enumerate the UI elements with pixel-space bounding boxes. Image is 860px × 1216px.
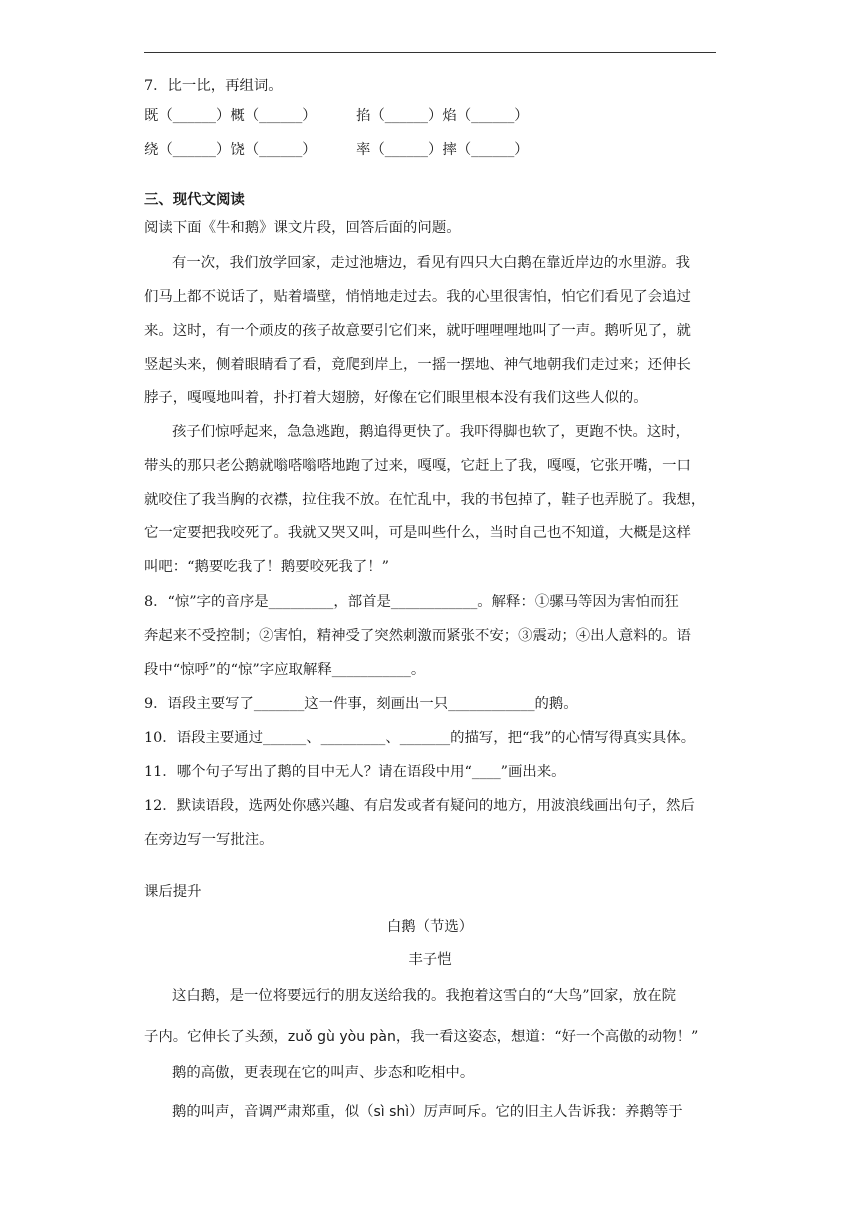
- passage-line: 来。这时，有一个顽皮的孩子故意要引它们来，就吁哩哩哩地叫了一声。鹅听见了，就: [144, 323, 691, 339]
- article-text: ，我一看这姿态，想道：“好一个高傲的动物！”: [395, 1029, 699, 1045]
- passage-line: 竖起头来，侧着眼睛看了看，竟爬到岸上，一摇一摆地、神气地朝我们走过来；还伸长: [144, 357, 691, 373]
- question-line: 9．语段主要写了_______这一件事，刻画出一只____________的鹅。: [144, 696, 578, 712]
- article-title: 白鹅（节选）: [386, 919, 474, 935]
- question-line: 奔起来不受控制；②害怕，精神受了突然刺激而紧张不安；③震动；④出人意料的。语: [144, 628, 691, 644]
- passage-line: 就咬住了我当胸的衣襟，拉住我不放。在忙乱中，我的书包掉了，鞋子也弄脱了。我想，: [144, 492, 706, 508]
- q7-row1-left: 既（______）概（______）: [144, 108, 317, 124]
- passage-line: 有一次，我们放学回家，走过池塘边，看见有四只大白鹅在靠近岸边的水里游。我: [172, 255, 691, 271]
- article-text: 鹅的叫声，音调严肃郑重，似（: [172, 1104, 374, 1120]
- pinyin-blank: zuǒ gù yòu pàn: [287, 1029, 396, 1045]
- question-line: 8．“惊”字的音序是_________，部首是____________。解释：①骡马等因为害怕而狂: [144, 594, 679, 610]
- question-line: 12．默读语段，选两处你感兴趣、有启发或者有疑问的地方，用波浪线画出句子，然后: [144, 798, 695, 814]
- passage-line: 脖子，嘎嘎地叫着，扑打着大翅膀，好像在它们眼里根本没有我们这些人似的。: [144, 390, 648, 406]
- article-line: 鹅的高傲，更表现在它的叫声、步态和吃相中。: [172, 1065, 475, 1081]
- question-line: 10．语段主要通过______、_________、_______的描写，把“我”的心情写得真实具体。: [144, 730, 696, 746]
- article-line: [144, 1027, 698, 1047]
- article-line: 这白鹅，是一位将要远行的朋友送给我的。我抱着这雪白的“大鸟”回家，放在院: [172, 988, 676, 1004]
- q7-row2-right: 率（______）摔（______）: [356, 142, 529, 158]
- section-heading: 三、现代文阅读: [144, 191, 245, 208]
- article-text: ）厉声呵斥。它的旧主人告诉我：养鹅等于: [409, 1104, 683, 1120]
- passage-line: 它一定要把我咬死了。我就又哭又叫，可是叫些什么，当时自己也不知道，大概是这样: [144, 525, 691, 541]
- passage-line: 带头的那只老公鹅就嗡嗒嗡嗒地跑了过来，嘎嘎，它赶上了我，嘎嘎，它张开嘴，一口: [144, 458, 691, 474]
- article-author: 丰子恺: [408, 952, 452, 968]
- after-class-label: 课后提升: [144, 884, 202, 900]
- q7-row1-right: 掐（______）焰（______）: [356, 108, 529, 124]
- section-instruction: 阅读下面《牛和鹅》课文片段，回答后面的问题。: [144, 220, 461, 236]
- question-line: 在旁边写一写批注。: [144, 832, 274, 848]
- passage-line: 孩子们惊呼起来，急急逃跑，鹅追得更快了。我吓得脚也软了，更跑不快。这时，: [172, 424, 691, 440]
- passage-line: 们马上都不说话了，贴着墙壁，悄悄地走过去。我的心里很害怕，怕它们看见了会追过: [144, 289, 691, 305]
- question-line: 11．哪个句子写出了鹅的目中无人？请在语段中用“____”画出来。: [144, 764, 566, 780]
- q7-row2-left: 绕（______）饶（______）: [144, 142, 317, 158]
- question-line: 段中“惊呼”的“惊”字应取解释___________。: [144, 662, 426, 678]
- passage-line: 叫吧：“鹅要吃我了！鹅要咬死我了！”: [144, 559, 389, 575]
- pinyin-blank: sì shì: [373, 1104, 410, 1120]
- q7-title: 7．比一比，再组词。: [144, 78, 283, 94]
- article-text: 子内。它伸长了头颈，: [144, 1029, 288, 1045]
- article-line: [172, 1102, 683, 1122]
- header-rule: [144, 52, 716, 53]
